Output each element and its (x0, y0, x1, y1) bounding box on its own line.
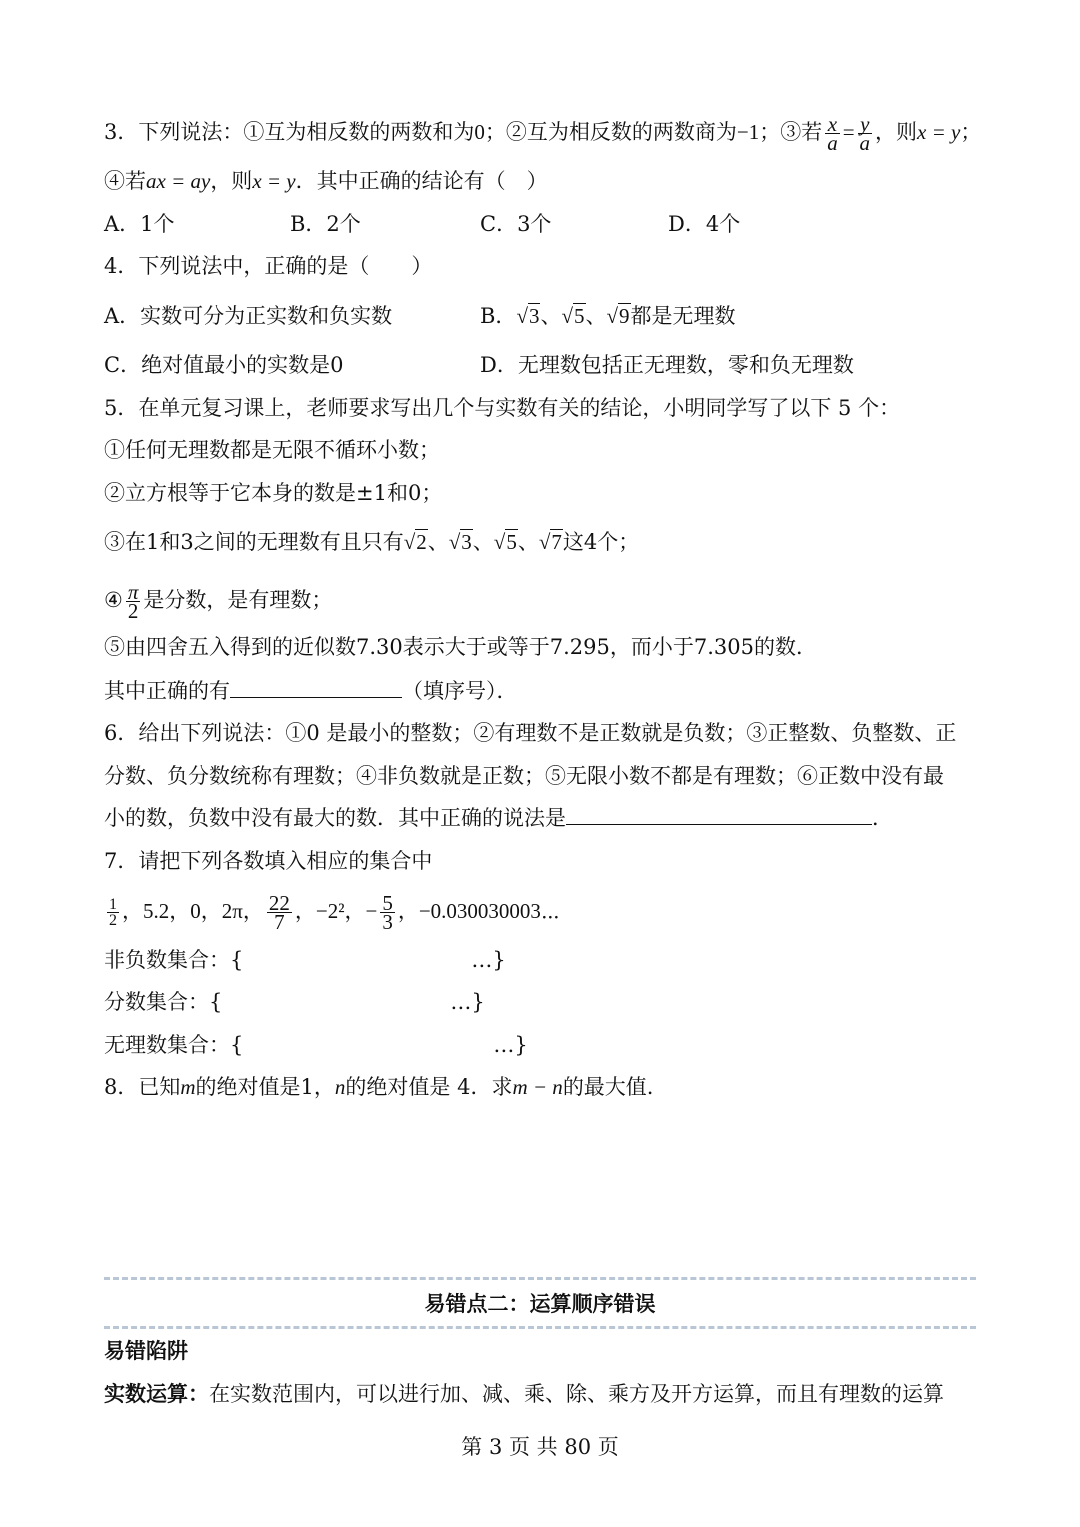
q3-ax-eq-ay: ax = ay (146, 169, 211, 193)
sep: 、 (540, 304, 562, 328)
q8-text-b: 的绝对值是1， (195, 1075, 335, 1099)
q5-answer (104, 676, 518, 706)
q3-text-a: 3．下列说法：①互为相反数的两数和为 (104, 120, 475, 144)
q3-line1 (104, 112, 982, 155)
q3-equals: = (842, 120, 855, 144)
q5-statement-3 (104, 527, 639, 557)
q3-text-g: ．其中正确的结论有（ ） (295, 169, 548, 193)
sep: 、 (585, 304, 607, 328)
frac-5-3: $\frac{5}{3}$ (382, 891, 393, 934)
frac-22-7: $\frac{22}{7}$ (268, 891, 290, 934)
q4-option-c: C．绝对值最小的实数是0 (104, 353, 344, 377)
q3-neg-one: −1 (736, 120, 760, 144)
sqrt-5: √5 (493, 530, 517, 554)
q3-zero: 0 (474, 120, 485, 144)
trap-body: 在实数范围内，可以进行加、减、乘、除、乘方及开方运算，而且有理数的运算 (209, 1382, 944, 1406)
q8-m-minus-n: m − n (512, 1075, 563, 1099)
q7-numbers (104, 891, 560, 934)
q5-statement-1: ①任何无理数都是无限不循环小数； (104, 438, 440, 462)
q5-statement-3-text: ③在1和3之间的无理数有且只有 (104, 530, 404, 554)
q3-line2 (104, 166, 548, 196)
q7-numbers-c: ，−0.030030003⋯ (397, 899, 560, 923)
pi-over-2: $\frac{\pi}{2}$ (127, 580, 139, 623)
trap-text (104, 1379, 944, 1409)
frac-1-2: $\frac{1}{2}$ (109, 896, 117, 929)
trap-heading: 易错陷阱 (104, 1338, 188, 1363)
q7-set-fraction (104, 987, 485, 1017)
sqrt-3: √3 (516, 304, 540, 328)
q3-text-d: ，则 (875, 120, 918, 144)
q3-option-c: C．3个 (480, 212, 552, 236)
q7-set-fraction-label: 分数集合：{ (104, 990, 223, 1014)
q7-set-end: …} (493, 1033, 528, 1057)
q3-text-b: ；②互为相反数的两数商为 (484, 120, 737, 144)
q6-line-1: 6．给出下列说法：①0 是最小的整数；②有理数不是正数就是负数；③正整数、负整数、正 (104, 721, 957, 745)
q8-text-c: 的绝对值是 4．求 (345, 1075, 513, 1099)
q4-option-b-suffix: 都是无理数 (630, 304, 736, 328)
sqrt-3: √3 (448, 530, 472, 554)
q5-statement-2: ②立方根等于它本身的数是±1和0； (104, 481, 443, 505)
q3-semicolon: ； (960, 120, 982, 144)
q5-stem: 5．在单元复习课上，老师要求写出几个与实数有关的结论，小明同学写了以下 5 个： (104, 396, 901, 420)
q5-answer-hint: （填序号）． (402, 679, 518, 703)
q3-text-c: ；③若 (759, 120, 823, 144)
sep: 、 (517, 530, 539, 554)
q5-statement-4-num: ④ (104, 588, 123, 612)
q7-numbers-a: ，5.2，0，2π， (122, 899, 264, 923)
q8-var-n: n (334, 1075, 346, 1099)
section-divider-top (104, 1277, 976, 1280)
q3-frac-x-a: $\frac{x}{a}$ (827, 112, 838, 155)
q4-option-b-prefix: B． (480, 304, 517, 328)
q5-statement-4-text: 是分数，是有理数； (143, 588, 333, 612)
q5-answer-blank[interactable] (230, 697, 402, 698)
q7-set-irrational-label: 无理数集合：{ (104, 1033, 244, 1057)
q8-text-d: 的最大值. (562, 1075, 654, 1099)
sep: 、 (472, 530, 494, 554)
q8-stem (104, 1072, 654, 1102)
q3-x-eq-y: x = y (917, 120, 961, 144)
q4-stem: 4．下列说法中，正确的是（ ） (104, 254, 433, 278)
q7-set-end: …} (471, 948, 506, 972)
q5-answer-label: 其中正确的有 (104, 679, 230, 703)
sqrt-5: √5 (561, 304, 585, 328)
q3-option-d: D．4个 (668, 212, 741, 236)
q4-option-a: A．实数可分为正实数和负实数 (104, 304, 393, 328)
trap-label: 实数运算： (104, 1381, 209, 1406)
q3-text-e: ④若 (104, 169, 146, 193)
section-title: 易错点二：运算顺序错误 (424, 1291, 656, 1316)
section-divider-bottom (104, 1326, 976, 1329)
q7-stem: 7．请把下列各数填入相应的集合中 (104, 849, 433, 873)
q5-statement-3-end: 这4个； (562, 530, 640, 554)
q8-var-m: m (180, 1075, 196, 1099)
q7-set-nonneg (104, 945, 506, 975)
q6-end: ． (872, 806, 893, 830)
sqrt-7: √7 (538, 530, 562, 554)
q8-text-a: 8．已知 (104, 1075, 181, 1099)
q3-option-a: A．1个 (104, 212, 175, 236)
q6-line-2: 分数、负分数统称有理数；④非负数就是正数；⑤无限小数不都是有理数；⑥正数中没有最 (104, 764, 944, 788)
sqrt-9: √9 (606, 304, 630, 328)
page-footer: 第 3 页 共 80 页 (461, 1435, 619, 1459)
q4-option-b (480, 301, 736, 331)
q3-x-eq-y-2: x = y (252, 169, 296, 193)
q7-numbers-b: ，−2²，− (294, 899, 378, 923)
q6-answer-blank[interactable] (566, 824, 872, 825)
sep: 、 (427, 530, 449, 554)
q5-statement-5: ⑤由四舍五入得到的近似数7.30表示大于或等于7.295，而小于7.305的数． (104, 635, 817, 659)
q6-line-3-text: 小的数，负数中没有最大的数．其中正确的说法是 (104, 806, 566, 830)
q3-frac-y-a: $\frac{y}{a}$ (859, 112, 871, 155)
q3-option-b: B．2个 (290, 212, 361, 236)
q7-set-nonneg-label: 非负数集合：{ (104, 948, 244, 972)
sqrt-2: √2 (403, 530, 427, 554)
q5-statement-4 (104, 580, 333, 623)
q6-line-3 (104, 803, 893, 833)
q4-option-d: D．无理数包括正无理数，零和负无理数 (480, 353, 854, 377)
q7-set-end: …} (450, 990, 485, 1014)
q3-text-f: ，则 (210, 169, 253, 193)
q7-set-irrational (104, 1030, 528, 1060)
